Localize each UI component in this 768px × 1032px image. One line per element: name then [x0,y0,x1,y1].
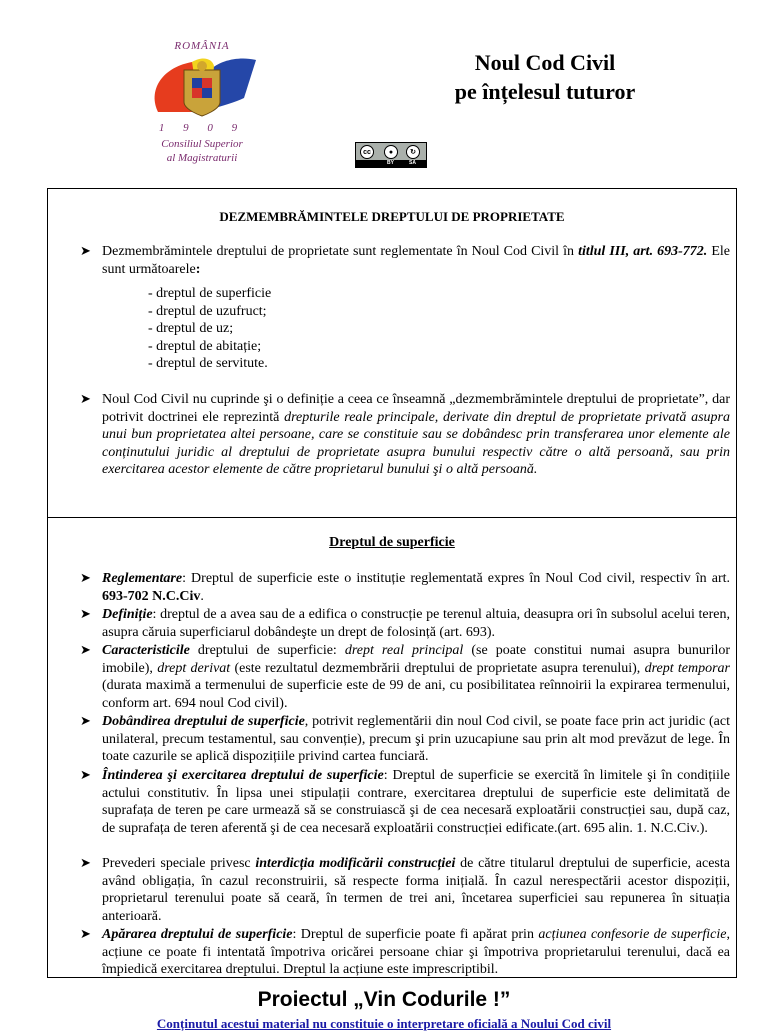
list-item: - dreptul de uzufruct; [148,303,267,319]
share-alike-icon: ↻ [406,145,420,159]
section1-paragraph2: ➤ Noul Cod Civil nu cuprinde şi o definiție a ceea ce înseamnă „dezmembrămintele dreptului de proprietate”, dar potrivit doctrinei ele reprezintă drepturile reale principale, derivate din dreptul de proprietate privată asupra unui bun proprietatea altei persoane, care se constituie sau se dobândesc prin transferarea unor elemente ale conținutului juridic al dreptului de proprietate asupra bunului respectiv către o altă persoană, sau prin exercitarea acestor elemente de către proprietarul bunului şi o altă persoană. [80,391,730,477]
list-item: - dreptul de uz; [148,321,234,336]
csm-logo [132,40,272,170]
coat-of-arms-icon [140,52,264,122]
section1-paragraph1: ➤ Dezmembrămintele dreptului de proprietate sunt reglementate în Noul Cod Civil în titlul III, art. 693-772. Ele sunt următoarele: [80,243,730,277]
list-item: - dreptul de superficie [148,286,272,301]
bullet-exercise: ➤ Întinderea şi exercitarea dreptului de superficie: Dreptul de superficie se exercită în limitele şi în condițiile actului constitutiv. În lipsa unei stipulații contrare, exercitarea dreptului de superficie este delimitată de suprafața de teren pe care urmează să se construiască şi de cea necesară exploatării construcției sau, după caz, de suprafața de teren aferentă şi de cea necesară exploatării construcției edificate.(art. 695 alin. 1. N.C.Civ.). [80,767,731,836]
bullet-acquisition: ➤ Dobândirea dreptului de superficie, potrivit reglementării din noul Cod civil, se poate face prin act juridic (act unilateral, precum testamentul, sau convenție), precum şi prin uzucapiune sau prin alt mod prevăzut de lege. În toate cazurile se aplică dispozițiile privind cartea funciară. [80,713,730,764]
section1-heading: DEZMEMBRĂMINTELE DREPTULUI DE PROPRIETATE [219,209,565,224]
section2-heading: Dreptul de superficie [329,535,455,550]
project-footer: Proiectul „Vin Codurile !” [257,988,511,1011]
logo-year: 1 9 0 9 [158,122,246,134]
disclaimer-footer: Conținutul acestui material nu constituie o interpretare oficială a Noului Cod civil [156,1016,612,1031]
title-line1: Noul Cod Civil [474,50,616,75]
cc-sa-label: SA [409,160,416,166]
arrow-bullet-icon: ➤ [80,391,91,406]
dismemberments-list [148,285,271,373]
arrow-bullet-icon: ➤ [80,606,91,621]
arrow-bullet-icon: ➤ [80,855,91,870]
cc-icon: cc [360,145,374,159]
content-frame [47,188,737,978]
title-line2: pe înțelesul tuturor [454,79,636,104]
bullet-definition: ➤ Definiție: dreptul de a avea sau de a edifica o construcție pe terenul altuia, deasupra ori în subsolul acelui teren, asupra căruia superficiarul dobândeşte un drept de folosință (art. 693). [80,606,730,640]
arrow-bullet-icon: ➤ [80,642,91,657]
cc-by-label: BY [387,160,394,166]
list-item: - dreptul de servitute. [148,356,268,371]
list-item: - dreptul de abitație; [148,338,262,354]
bullet-regulation: ➤ Reglementare: Dreptul de superficie este o instituție reglementată expres în Noul Cod civil, respectiv în art. 693-702 N.C.Civ. [80,570,730,604]
arrow-bullet-icon: ➤ [80,713,91,728]
logo-top-text: ROMÂNIA [174,40,230,52]
creative-commons-badge [355,142,427,168]
cc-license-strip [356,160,426,167]
logo-org-line1: Consiliul Superior [161,138,243,150]
bullet-special-provisions: ➤ Prevederi speciale privesc interdicția modificării construcției de către titularul dreptului de superficie, acesta având obligația, în cazul reconstruirii, să respecte forma inițială. În cazul nerespectării acestor dispoziții, proprietarul terenului poate să ceară, în termen de trei ani, încetarea superficiei sau repunerea în situația anterioară. [80,855,730,924]
logo-org-line2: al Magistraturii [166,152,238,164]
arrow-bullet-icon: ➤ [80,570,91,585]
section-divider [48,517,736,518]
bullet-defense: ➤ Apărarea dreptului de superficie: Dreptul de superficie poate fi apărat prin acțiunea confesorie de superficie, acțiune ce poate fi intentată împotriva oricărei persoane chiar şi împotriva proprietarului terenului, dacă ea împiedică exercitarea dreptului. Dreptul la acțiune este imprescriptibil. [80,926,730,977]
arrow-bullet-icon: ➤ [80,767,91,782]
attribution-icon: ● [384,145,398,159]
bullet-characteristics: ➤ Caracteristicile dreptului de superficie: drept real principal (se poate constitui numai asupra bunurilor imobile), drept derivat (este rezultatul dezmembrării dreptului de proprietate asupra terenului), drept temporar (durata maximă a termenului de superficie este de 99 de ani, cu posibilitatea reînnoirii la expirarea termenului, conform art. 694 noul Cod civil). [80,642,731,711]
page-title [420,48,670,106]
arrow-bullet-icon: ➤ [80,926,91,941]
arrow-bullet-icon: ➤ [80,243,91,258]
